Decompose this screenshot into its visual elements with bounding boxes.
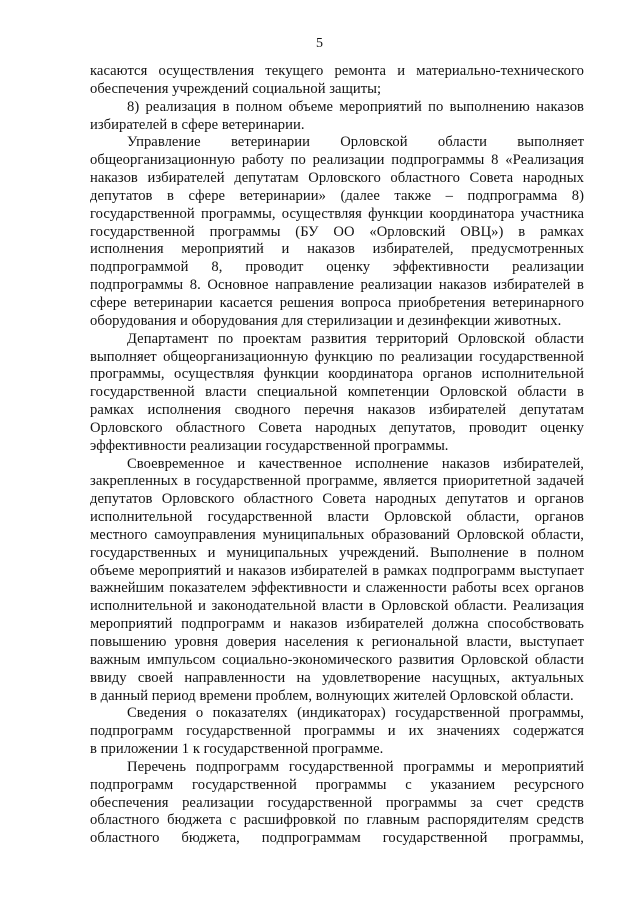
- text-line: Орловского областного Совета народных депутатов, проводит оценку: [90, 419, 584, 436]
- text-line: исполнения мероприятий и наказов избирателей, предусмотренных: [90, 241, 584, 258]
- paragraph: [90, 759, 584, 848]
- text-line: подпрограмм государственной программы и их значениях содержатся: [90, 723, 584, 740]
- text-line: обеспечения учреждений социальной защиты;: [90, 80, 382, 97]
- text-line: Департамент по проектам развития территорий Орловской области: [127, 330, 584, 347]
- text-line: выполняет общеорганизационную функцию по реализации государственной: [90, 348, 584, 365]
- text-line: государственной программы, осуществляя функции координатора участника: [90, 205, 584, 222]
- text-line: государственной власти специальной компетенции Орловской области в: [90, 384, 584, 401]
- text-line: 8) реализация в полном объеме мероприятий по выполнению наказов: [127, 98, 584, 115]
- text-line: депутатов в сфере ветеринарии» (далее также – подпрограмма 8): [90, 187, 584, 204]
- page-number: 5: [316, 36, 323, 51]
- text-line: важнейшим показателем эффективности и слаженности работы всех органов: [90, 580, 584, 597]
- text-line: областного бюджета с расшифровкой по главным распорядителям средств: [90, 812, 584, 829]
- text-line: в данный период времени проблем, волнующих жителей Орловской области.: [90, 687, 574, 704]
- text-line: исполнительной государственной власти Орловской области, органов: [90, 509, 584, 526]
- text-line: подпрограмм государственной программы с указанием ресурсного: [90, 776, 584, 793]
- text-line: программы, осуществляя функции координатора органов исполнительной: [90, 366, 584, 383]
- text-line: ввиду своей направленности на удовлетворение насущных, актуальных: [90, 669, 584, 686]
- paragraph: [90, 63, 584, 99]
- text-line: мероприятий подпрограмм и наказов избирателей должна способствовать: [90, 616, 584, 633]
- text-line: рамках исполнения сводного перечня наказов избирателей депутатам: [90, 402, 584, 419]
- paragraph: [90, 705, 584, 759]
- text-line: общеорганизационную работу по реализации подпрограммы 8 «Реализация: [90, 152, 584, 169]
- text-line: избирателей в сфере ветеринарии.: [90, 116, 305, 133]
- text-line: депутатов Орловского областного Совета народных депутатов и органов: [90, 491, 584, 508]
- text-line: объеме мероприятий и наказов избирателей в рамках подпрограмм выступает: [90, 562, 584, 579]
- text-line: сфере ветеринарии касается решения вопроса приобретения ветеринарного: [90, 294, 584, 311]
- text-line: наказов избирателей депутатам Орловского областного Совета народных: [90, 170, 584, 187]
- text-line: повышению уровня доверия населения к региональной власти, выступает: [90, 634, 584, 650]
- paragraph: [90, 456, 584, 706]
- text-line: Сведения о показателях (индикаторах) государственной программы,: [127, 705, 584, 722]
- text-line: эффективности реализации государственной программы.: [90, 437, 449, 454]
- text-line: областного бюджета, подпрограммам государственной программы,: [90, 830, 584, 847]
- text-line: исполнительной и законодательной власти в Орловской области. Реализация: [90, 598, 584, 615]
- text-line: местного самоуправления муниципальных образований Орловской области,: [90, 526, 584, 543]
- text-line: важным импульсом социально-экономического развития Орловской области: [90, 651, 584, 668]
- text-line: государственных и муниципальных учреждений. Выполнение в полном: [90, 544, 584, 561]
- text-line: в приложении 1 к государственной программе.: [90, 741, 384, 758]
- paragraph: [90, 331, 584, 456]
- paragraph: [90, 99, 584, 135]
- text-line: Своевременное и качественное исполнение наказов избирателей,: [127, 455, 584, 472]
- text-line: государственной программы (БУ ОО «Орловский ОВЦ») в рамках: [90, 223, 584, 240]
- text-line: Управление ветеринарии Орловской области выполняет: [127, 134, 584, 151]
- text-line: обеспечения реализации государственной программы за счет средств: [90, 794, 584, 811]
- text-line: подпрограммой 8, проводит оценку эффективности реализации: [90, 259, 584, 276]
- text-line: подпрограммы 8. Основное направление реализации наказов избирателей в: [90, 277, 584, 294]
- text-line: касаются осуществления текущего ремонта и материально-технического: [90, 63, 584, 79]
- paragraph: [90, 134, 584, 330]
- text-line: оборудования и оборудования для стерилизации и дезинфекции животных.: [90, 312, 562, 329]
- document-body: [90, 63, 584, 848]
- text-line: закрепленных в государственной программе, является приоритетной задачей: [90, 473, 584, 490]
- text-line: Перечень подпрограмм государственной программы и мероприятий: [127, 758, 584, 775]
